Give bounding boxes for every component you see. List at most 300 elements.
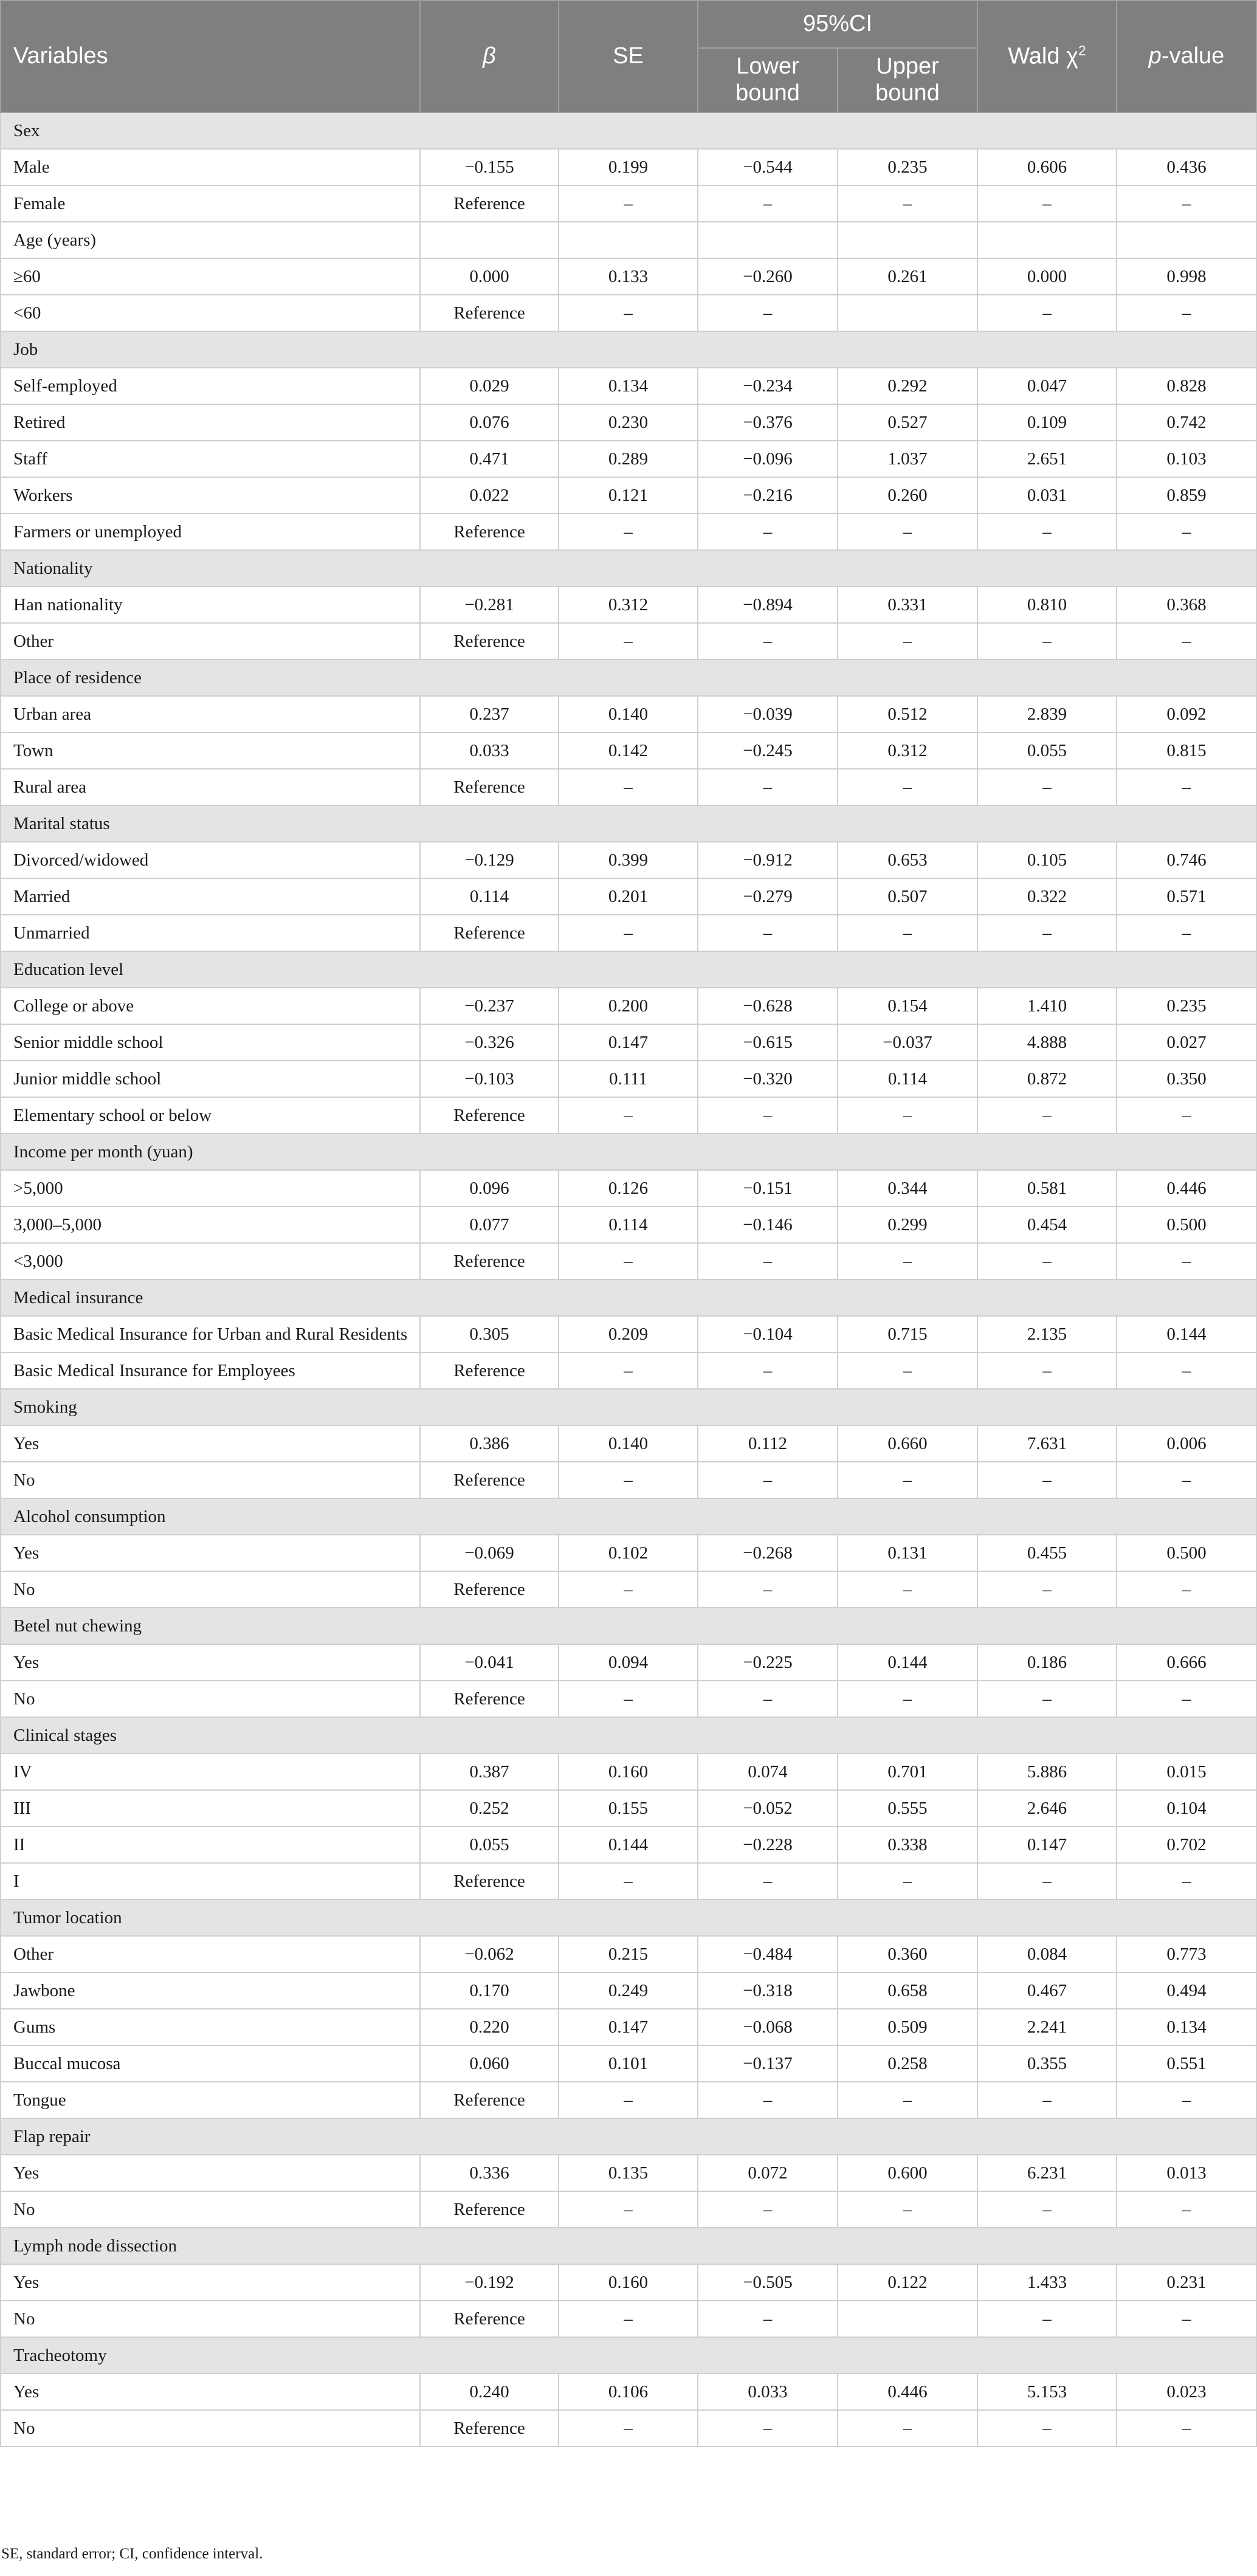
cell-se: 0.140 <box>559 696 698 732</box>
cell-p-value: 0.006 <box>1117 1425 1256 1462</box>
cell-upper-bound: 0.299 <box>838 1207 977 1243</box>
group-header-row <box>1 2118 1256 2155</box>
cell-lower-bound: – <box>698 295 838 331</box>
cell-se: 0.114 <box>559 1207 698 1243</box>
cell-p-value: 0.742 <box>1117 404 1256 441</box>
cell-se: 0.200 <box>559 988 698 1024</box>
table-row <box>1 2082 1256 2118</box>
cell-beta: 0.060 <box>420 2045 559 2082</box>
cell-upper-bound: 0.344 <box>838 1170 977 1207</box>
cell-upper-bound: – <box>838 1243 977 1279</box>
group-label: Marital status <box>1 805 1256 842</box>
table-row <box>1 1061 1256 1097</box>
cell-se: 0.160 <box>559 2264 698 2301</box>
cell-lower-bound: −0.912 <box>698 842 838 878</box>
table-row <box>1 185 1256 222</box>
cell-beta: 0.000 <box>420 258 559 295</box>
cell-wald: – <box>977 1352 1117 1389</box>
cell-variable: Staff <box>1 441 420 477</box>
cell-p-value: 0.571 <box>1117 878 1256 915</box>
cell-variable: Yes <box>1 1425 420 1462</box>
cell-beta: Reference <box>420 2191 559 2228</box>
cell-se: 0.142 <box>559 732 698 769</box>
cell-variable: Rural area <box>1 769 420 805</box>
cell-p-value <box>1117 222 1256 258</box>
cell-lower-bound: −0.245 <box>698 732 838 769</box>
cell-variable: Workers <box>1 477 420 514</box>
cell-p-value: 0.551 <box>1117 2045 1256 2082</box>
cell-upper-bound: 0.701 <box>838 1754 977 1790</box>
cell-upper-bound: – <box>838 185 977 222</box>
cell-wald: 0.047 <box>977 368 1117 404</box>
cell-beta: 0.305 <box>420 1316 559 1352</box>
cell-p-value: – <box>1117 2082 1256 2118</box>
table-header <box>1 1 1256 112</box>
table-row <box>1 842 1256 878</box>
cell-wald: 0.322 <box>977 878 1117 915</box>
cell-lower-bound: −0.318 <box>698 1972 838 2009</box>
table-row <box>1 1571 1256 1608</box>
cell-lower-bound: −0.225 <box>698 1644 838 1681</box>
cell-beta: Reference <box>420 1681 559 1717</box>
cell-upper-bound: 0.509 <box>838 2009 977 2045</box>
cell-p-value: 0.023 <box>1117 2374 1256 2410</box>
table-row <box>1 732 1256 769</box>
group-label: Place of residence <box>1 659 1256 696</box>
cell-upper-bound: 0.338 <box>838 1827 977 1863</box>
cell-wald: 2.135 <box>977 1316 1117 1352</box>
cell-se: 0.201 <box>559 878 698 915</box>
cell-se: 0.155 <box>559 1790 698 1827</box>
cell-se: – <box>559 1863 698 1899</box>
cell-lower-bound: −0.279 <box>698 878 838 915</box>
cell-p-value: 0.746 <box>1117 842 1256 878</box>
cell-variable: Age (years) <box>1 222 420 258</box>
table-row <box>1 2009 1256 2045</box>
cell-p-value: – <box>1117 1243 1256 1279</box>
header-upper-bound <box>838 48 977 112</box>
cell-upper-bound: 1.037 <box>838 441 977 477</box>
cell-se: 0.144 <box>559 1827 698 1863</box>
cell-wald: 0.105 <box>977 842 1117 878</box>
table-row <box>1 404 1256 441</box>
header-beta: β <box>420 1 559 112</box>
cell-wald: 2.646 <box>977 1790 1117 1827</box>
cell-se: – <box>559 915 698 951</box>
cell-wald: – <box>977 623 1117 659</box>
table-row <box>1 915 1256 951</box>
cell-lower-bound: – <box>698 1352 838 1389</box>
header-p-rest: -value <box>1161 43 1225 69</box>
group-label: Alcohol consumption <box>1 1498 1256 1535</box>
cell-upper-bound: – <box>838 769 977 805</box>
cell-upper-bound: – <box>838 1097 977 1134</box>
group-header-row <box>1 2337 1256 2374</box>
cell-upper-bound: – <box>838 514 977 550</box>
header-upper-line2: bound <box>875 80 940 106</box>
cell-p-value: 0.828 <box>1117 368 1256 404</box>
cell-lower-bound: −0.228 <box>698 1827 838 1863</box>
cell-lower-bound: – <box>698 2410 838 2447</box>
table-row <box>1 1425 1256 1462</box>
table-row <box>1 1827 1256 1863</box>
table-row <box>1 2301 1256 2337</box>
table-row <box>1 477 1256 514</box>
cell-upper-bound: – <box>838 2082 977 2118</box>
cell-upper-bound: 0.715 <box>838 1316 977 1352</box>
group-label: Income per month (yuan) <box>1 1134 1256 1170</box>
cell-variable: Basic Medical Insurance for Urban and Rural Residents <box>1 1316 420 1352</box>
cell-upper-bound: 0.512 <box>838 696 977 732</box>
cell-variable: No <box>1 1681 420 1717</box>
table-row <box>1 2410 1256 2447</box>
cell-wald: 0.031 <box>977 477 1117 514</box>
cell-lower-bound: −0.096 <box>698 441 838 477</box>
cell-variable: Basic Medical Insurance for Employees <box>1 1352 420 1389</box>
group-header-row <box>1 659 1256 696</box>
cell-variable: Yes <box>1 2374 420 2410</box>
group-label: Clinical stages <box>1 1717 1256 1754</box>
table-row <box>1 258 1256 295</box>
cell-beta: 0.055 <box>420 1827 559 1863</box>
cell-variable: Jawbone <box>1 1972 420 2009</box>
cell-beta: −0.069 <box>420 1535 559 1571</box>
cell-se: 0.160 <box>559 1754 698 1790</box>
cell-se: – <box>559 769 698 805</box>
cell-p-value: 0.446 <box>1117 1170 1256 1207</box>
cell-se: – <box>559 2301 698 2337</box>
table-row <box>1 1243 1256 1279</box>
cell-wald: – <box>977 915 1117 951</box>
cell-variable: ≥60 <box>1 258 420 295</box>
group-label: Sex <box>1 112 1256 149</box>
cell-variable: No <box>1 2301 420 2337</box>
cell-upper-bound: 0.360 <box>838 1936 977 1972</box>
cell-se: 0.111 <box>559 1061 698 1097</box>
header-wald-text: Wald χ <box>1008 43 1078 69</box>
table-row <box>1 623 1256 659</box>
cell-se: 0.215 <box>559 1936 698 1972</box>
cell-lower-bound: −0.484 <box>698 1936 838 1972</box>
group-label: Lymph node dissection <box>1 2228 1256 2264</box>
cell-variable: Yes <box>1 2155 420 2191</box>
table-row <box>1 1024 1256 1061</box>
cell-wald: 0.581 <box>977 1170 1117 1207</box>
cell-p-value: – <box>1117 514 1256 550</box>
cell-p-value: 0.134 <box>1117 2009 1256 2045</box>
table-row <box>1 587 1256 623</box>
cell-upper-bound: – <box>838 1681 977 1717</box>
cell-beta: 0.022 <box>420 477 559 514</box>
cell-wald: – <box>977 1863 1117 1899</box>
cell-se: – <box>559 185 698 222</box>
cell-wald: 5.886 <box>977 1754 1117 1790</box>
cell-variable: Female <box>1 185 420 222</box>
cell-p-value: 0.773 <box>1117 1936 1256 1972</box>
cell-upper-bound: 0.114 <box>838 1061 977 1097</box>
cell-variable: No <box>1 1462 420 1498</box>
table-body <box>1 112 1256 2447</box>
cell-p-value: 0.027 <box>1117 1024 1256 1061</box>
group-label: Betel nut chewing <box>1 1608 1256 1644</box>
cell-beta: 0.237 <box>420 696 559 732</box>
cell-p-value: – <box>1117 2191 1256 2228</box>
cell-lower-bound: −0.146 <box>698 1207 838 1243</box>
cell-upper-bound: 0.312 <box>838 732 977 769</box>
cell-upper-bound: −0.037 <box>838 1024 977 1061</box>
cell-p-value: 0.666 <box>1117 1644 1256 1681</box>
cell-p-value: 0.998 <box>1117 258 1256 295</box>
cell-p-value: 0.104 <box>1117 1790 1256 1827</box>
cell-se: 0.230 <box>559 404 698 441</box>
cell-se: – <box>559 1097 698 1134</box>
cell-lower-bound: – <box>698 1462 838 1498</box>
cell-wald: 0.147 <box>977 1827 1117 1863</box>
cell-wald: – <box>977 1571 1117 1608</box>
cell-se: – <box>559 623 698 659</box>
cell-se: 0.399 <box>559 842 698 878</box>
cell-se: – <box>559 1243 698 1279</box>
cell-variable: <60 <box>1 295 420 331</box>
cell-variable: Unmarried <box>1 915 420 951</box>
cell-se: – <box>559 1352 698 1389</box>
cell-wald: 1.433 <box>977 2264 1117 2301</box>
cell-lower-bound: – <box>698 769 838 805</box>
cell-lower-bound: – <box>698 915 838 951</box>
cell-variable: Retired <box>1 404 420 441</box>
cell-wald: 0.467 <box>977 1972 1117 2009</box>
cell-upper-bound: 0.660 <box>838 1425 977 1462</box>
cell-upper-bound: 0.653 <box>838 842 977 878</box>
group-header-row <box>1 1608 1256 1644</box>
cell-upper-bound: 0.446 <box>838 2374 977 2410</box>
cell-wald: 0.606 <box>977 149 1117 185</box>
cell-beta: Reference <box>420 2082 559 2118</box>
cell-beta: Reference <box>420 1462 559 1498</box>
cell-p-value: 0.859 <box>1117 477 1256 514</box>
table-row <box>1 1316 1256 1352</box>
cell-lower-bound: – <box>698 185 838 222</box>
group-header-row <box>1 1279 1256 1316</box>
cell-variable: Elementary school or below <box>1 1097 420 1134</box>
table-row <box>1 878 1256 915</box>
cell-se: 0.249 <box>559 1972 698 2009</box>
table-footnote: SE, standard error; CI, confidence interval. <box>1 2546 263 2562</box>
cell-p-value: – <box>1117 1352 1256 1389</box>
table-row <box>1 2374 1256 2410</box>
cell-upper-bound: 0.331 <box>838 587 977 623</box>
group-header-row <box>1 951 1256 988</box>
cell-upper-bound: 0.144 <box>838 1644 977 1681</box>
cell-wald: 0.109 <box>977 404 1117 441</box>
cell-variable: III <box>1 1790 420 1827</box>
header-wald <box>977 1 1117 112</box>
cell-wald: 0.055 <box>977 732 1117 769</box>
cell-wald: – <box>977 2410 1117 2447</box>
table-row <box>1 1936 1256 1972</box>
cell-wald: – <box>977 1462 1117 1498</box>
cell-se: 0.289 <box>559 441 698 477</box>
cell-wald: – <box>977 2301 1117 2337</box>
cell-variable: No <box>1 2191 420 2228</box>
cell-p-value: – <box>1117 1863 1256 1899</box>
cell-upper-bound: 0.131 <box>838 1535 977 1571</box>
cell-lower-bound: 0.033 <box>698 2374 838 2410</box>
table-row <box>1 441 1256 477</box>
cell-upper-bound: 0.658 <box>838 1972 977 2009</box>
cell-lower-bound: −0.234 <box>698 368 838 404</box>
group-header-row <box>1 2228 1256 2264</box>
cell-p-value: 0.702 <box>1117 1827 1256 1863</box>
cell-se: – <box>559 2410 698 2447</box>
cell-p-value: – <box>1117 1097 1256 1134</box>
cell-beta: −0.281 <box>420 587 559 623</box>
group-label: Medical insurance <box>1 1279 1256 1316</box>
cell-lower-bound: −0.260 <box>698 258 838 295</box>
cell-lower-bound: −0.615 <box>698 1024 838 1061</box>
cell-se: 0.102 <box>559 1535 698 1571</box>
cell-lower-bound: 0.072 <box>698 2155 838 2191</box>
cell-wald <box>977 222 1117 258</box>
cell-beta: Reference <box>420 1863 559 1899</box>
cell-upper-bound: 0.154 <box>838 988 977 1024</box>
header-lower-line2: bound <box>735 80 800 106</box>
table-row <box>1 1644 1256 1681</box>
cell-variable: College or above <box>1 988 420 1024</box>
cell-se: 0.147 <box>559 1024 698 1061</box>
cell-lower-bound: −0.505 <box>698 2264 838 2301</box>
cell-p-value: 0.231 <box>1117 2264 1256 2301</box>
cell-variable: Town <box>1 732 420 769</box>
cell-lower-bound: – <box>698 1863 838 1899</box>
cell-beta: Reference <box>420 185 559 222</box>
cell-variable: Gums <box>1 2009 420 2045</box>
cell-variable: Married <box>1 878 420 915</box>
group-header-row <box>1 550 1256 587</box>
cell-upper-bound: 0.260 <box>838 477 977 514</box>
cell-lower-bound: −0.320 <box>698 1061 838 1097</box>
table-row <box>1 149 1256 185</box>
header-p-value <box>1117 1 1256 112</box>
cell-beta: 0.170 <box>420 1972 559 2009</box>
table-row <box>1 696 1256 732</box>
cell-beta: 0.114 <box>420 878 559 915</box>
group-label: Flap repair <box>1 2118 1256 2155</box>
cell-variable: Yes <box>1 1644 420 1681</box>
group-label: Tumor location <box>1 1899 1256 1936</box>
table-row <box>1 2045 1256 2082</box>
cell-lower-bound: −0.268 <box>698 1535 838 1571</box>
table-row <box>1 222 1256 258</box>
cell-variable: Yes <box>1 2264 420 2301</box>
cell-upper-bound: 0.527 <box>838 404 977 441</box>
cell-p-value: – <box>1117 295 1256 331</box>
cell-se: 0.134 <box>559 368 698 404</box>
cell-upper-bound: – <box>838 2191 977 2228</box>
cell-se: 0.094 <box>559 1644 698 1681</box>
cell-se: – <box>559 1571 698 1608</box>
cell-beta: 0.077 <box>420 1207 559 1243</box>
cell-upper-bound: – <box>838 915 977 951</box>
cell-wald: – <box>977 514 1117 550</box>
cell-upper-bound <box>838 295 977 331</box>
cell-wald: 0.084 <box>977 1936 1117 1972</box>
cell-wald: 4.888 <box>977 1024 1117 1061</box>
cell-se: 0.106 <box>559 2374 698 2410</box>
cell-p-value: – <box>1117 1462 1256 1498</box>
cell-beta: −0.103 <box>420 1061 559 1097</box>
cell-beta: −0.326 <box>420 1024 559 1061</box>
cell-beta: Reference <box>420 1097 559 1134</box>
cell-se: 0.147 <box>559 2009 698 2045</box>
table-row <box>1 1097 1256 1134</box>
cell-se: – <box>559 1462 698 1498</box>
cell-lower-bound: 0.112 <box>698 1425 838 1462</box>
cell-lower-bound: – <box>698 623 838 659</box>
cell-p-value: – <box>1117 1681 1256 1717</box>
cell-variable: II <box>1 1827 420 1863</box>
cell-lower-bound: −0.137 <box>698 2045 838 2082</box>
cell-beta: 0.076 <box>420 404 559 441</box>
cell-lower-bound: −0.544 <box>698 149 838 185</box>
cell-upper-bound: 0.292 <box>838 368 977 404</box>
cell-variable: Other <box>1 623 420 659</box>
cell-se: 0.121 <box>559 477 698 514</box>
cell-lower-bound: – <box>698 1097 838 1134</box>
cell-upper-bound: 0.555 <box>838 1790 977 1827</box>
cell-lower-bound: −0.216 <box>698 477 838 514</box>
cell-wald: – <box>977 1681 1117 1717</box>
cell-p-value: – <box>1117 1571 1256 1608</box>
group-header-row <box>1 1498 1256 1535</box>
cell-se: – <box>559 2191 698 2228</box>
cell-upper-bound: 0.235 <box>838 149 977 185</box>
cell-se: 0.126 <box>559 1170 698 1207</box>
group-header-row <box>1 331 1256 368</box>
cell-variable: Farmers or unemployed <box>1 514 420 550</box>
cell-p-value: 0.436 <box>1117 149 1256 185</box>
cell-lower-bound: −0.628 <box>698 988 838 1024</box>
cell-lower-bound <box>698 222 838 258</box>
cell-beta: 0.387 <box>420 1754 559 1790</box>
cell-lower-bound: −0.068 <box>698 2009 838 2045</box>
cell-upper-bound: – <box>838 2410 977 2447</box>
cell-lower-bound: −0.104 <box>698 1316 838 1352</box>
group-header-row <box>1 1899 1256 1936</box>
cell-variable: Senior middle school <box>1 1024 420 1061</box>
group-header-row <box>1 1717 1256 1754</box>
cell-p-value: 0.015 <box>1117 1754 1256 1790</box>
cell-variable: Han nationality <box>1 587 420 623</box>
table-row <box>1 368 1256 404</box>
cell-beta: 0.336 <box>420 2155 559 2191</box>
cell-beta: 0.220 <box>420 2009 559 2045</box>
cell-beta: Reference <box>420 1243 559 1279</box>
cell-variable: <3,000 <box>1 1243 420 1279</box>
cell-se: 0.312 <box>559 587 698 623</box>
cell-wald: 2.839 <box>977 696 1117 732</box>
cell-wald: 0.455 <box>977 1535 1117 1571</box>
cell-beta: 0.471 <box>420 441 559 477</box>
cell-variable: Urban area <box>1 696 420 732</box>
table-row <box>1 988 1256 1024</box>
cell-p-value: 0.235 <box>1117 988 1256 1024</box>
cell-beta: 0.029 <box>420 368 559 404</box>
cell-lower-bound: – <box>698 1681 838 1717</box>
cell-p-value: 0.500 <box>1117 1207 1256 1243</box>
cell-variable: Male <box>1 149 420 185</box>
cell-upper-bound: 0.600 <box>838 2155 977 2191</box>
